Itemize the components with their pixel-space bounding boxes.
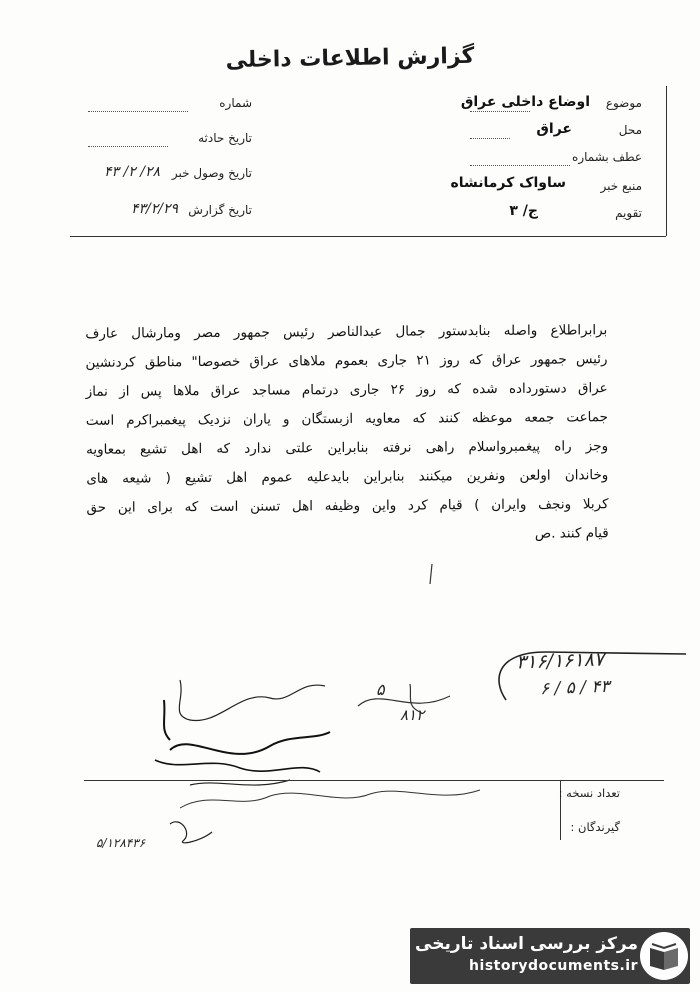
source-label: منبع خبر — [600, 179, 642, 193]
source-value: ساواک کرمانشاه — [450, 175, 566, 191]
body-line: جماعت جمعه موعظه کنند که معاویه ازبستگان و یاران نزدیک پیغمبراکرم است — [85, 409, 608, 429]
body-line: وخاندان اولعن ونفرین میکنند بنابراین بایدعلیه عموم اهل تشیع ( شیعه های — [86, 467, 609, 487]
location-dots — [470, 137, 510, 139]
report-date-value: ۴۳/۲/۲۹ — [130, 201, 178, 217]
body-line: کربلا ونجف وایران ) قیام کرد واین وظیفه اهل تسنن است که برای این حق — [86, 496, 609, 516]
copies-label: تعداد نسخه : — [558, 786, 620, 800]
handwritten-number: ۳۱۶/۱۶۱۸۷ — [515, 648, 605, 674]
reference-label: عطف بشماره — [572, 150, 642, 164]
number-label: شماره — [219, 96, 252, 110]
bottom-left-code: ۵/۱۲۸۴۳۶ — [96, 836, 146, 850]
handwritten-stamp-number: ۸۱۲ — [400, 706, 425, 724]
subject-dots — [470, 110, 530, 112]
receipt-date-value: ۲۸/ ۲/ ۴۳ — [104, 164, 160, 180]
stamp-scribble — [350, 676, 460, 736]
header-bottom-rule — [70, 236, 666, 237]
report-title: گزارش اطلاعات داخلی — [225, 43, 475, 74]
recipients-label: گیرندگان : — [570, 820, 620, 834]
header-divider-rule — [666, 86, 667, 236]
incident-date-label: تاریخ حادثه — [198, 131, 252, 145]
report-date-label: تاریخ گزارش — [188, 203, 252, 217]
location-value: عراق — [536, 121, 572, 137]
body-line: وجز راه پیغمبرواسلام راهی نرفته بنابراین علتی ندارد که اهل تشیع بمعاویه — [86, 438, 609, 458]
watermark-title: مرکز بررسی اسناد تاریخی — [415, 934, 638, 954]
calendar-value: ج/ ۳ — [509, 203, 538, 219]
subject-label: موضوع — [605, 96, 642, 110]
handwritten-date: ۶ / ۵ / ۴۳ — [539, 676, 610, 700]
body-line: رئیس جمهور عراق که روز ۲۱ جاری بعموم ملاهای عراق خصوصا" مناطق کردنشین — [85, 351, 608, 371]
number-dots — [88, 110, 188, 112]
receipt-date-label: تاریخ وصول خبر — [171, 166, 252, 180]
subject-value: اوضاع داخلی عراق — [460, 94, 590, 110]
reference-dots — [470, 164, 570, 166]
calendar-label: تقویم — [615, 206, 642, 220]
report-body — [85, 316, 609, 552]
handwritten-stamp-day: ۵ — [376, 680, 385, 699]
body-line: قیام کنند .ص — [534, 525, 609, 542]
body-line: برابراطلاع واصله بنابدستور جمال عبدالناصر رئیس جمهور مصر ومارشال عارف — [85, 322, 608, 342]
incident-date-dots — [88, 145, 168, 147]
book-logo-icon — [638, 930, 690, 982]
body-line: عراق دستورداده شده که روز ۲۶ جاری درتمام مساجد عراق ملاها پس از نماز — [85, 380, 608, 400]
location-label: محل — [618, 123, 642, 137]
pen-mark — [420, 562, 440, 588]
footer-top-rule — [84, 780, 664, 781]
watermark-url: historydocuments.ir — [469, 958, 638, 974]
